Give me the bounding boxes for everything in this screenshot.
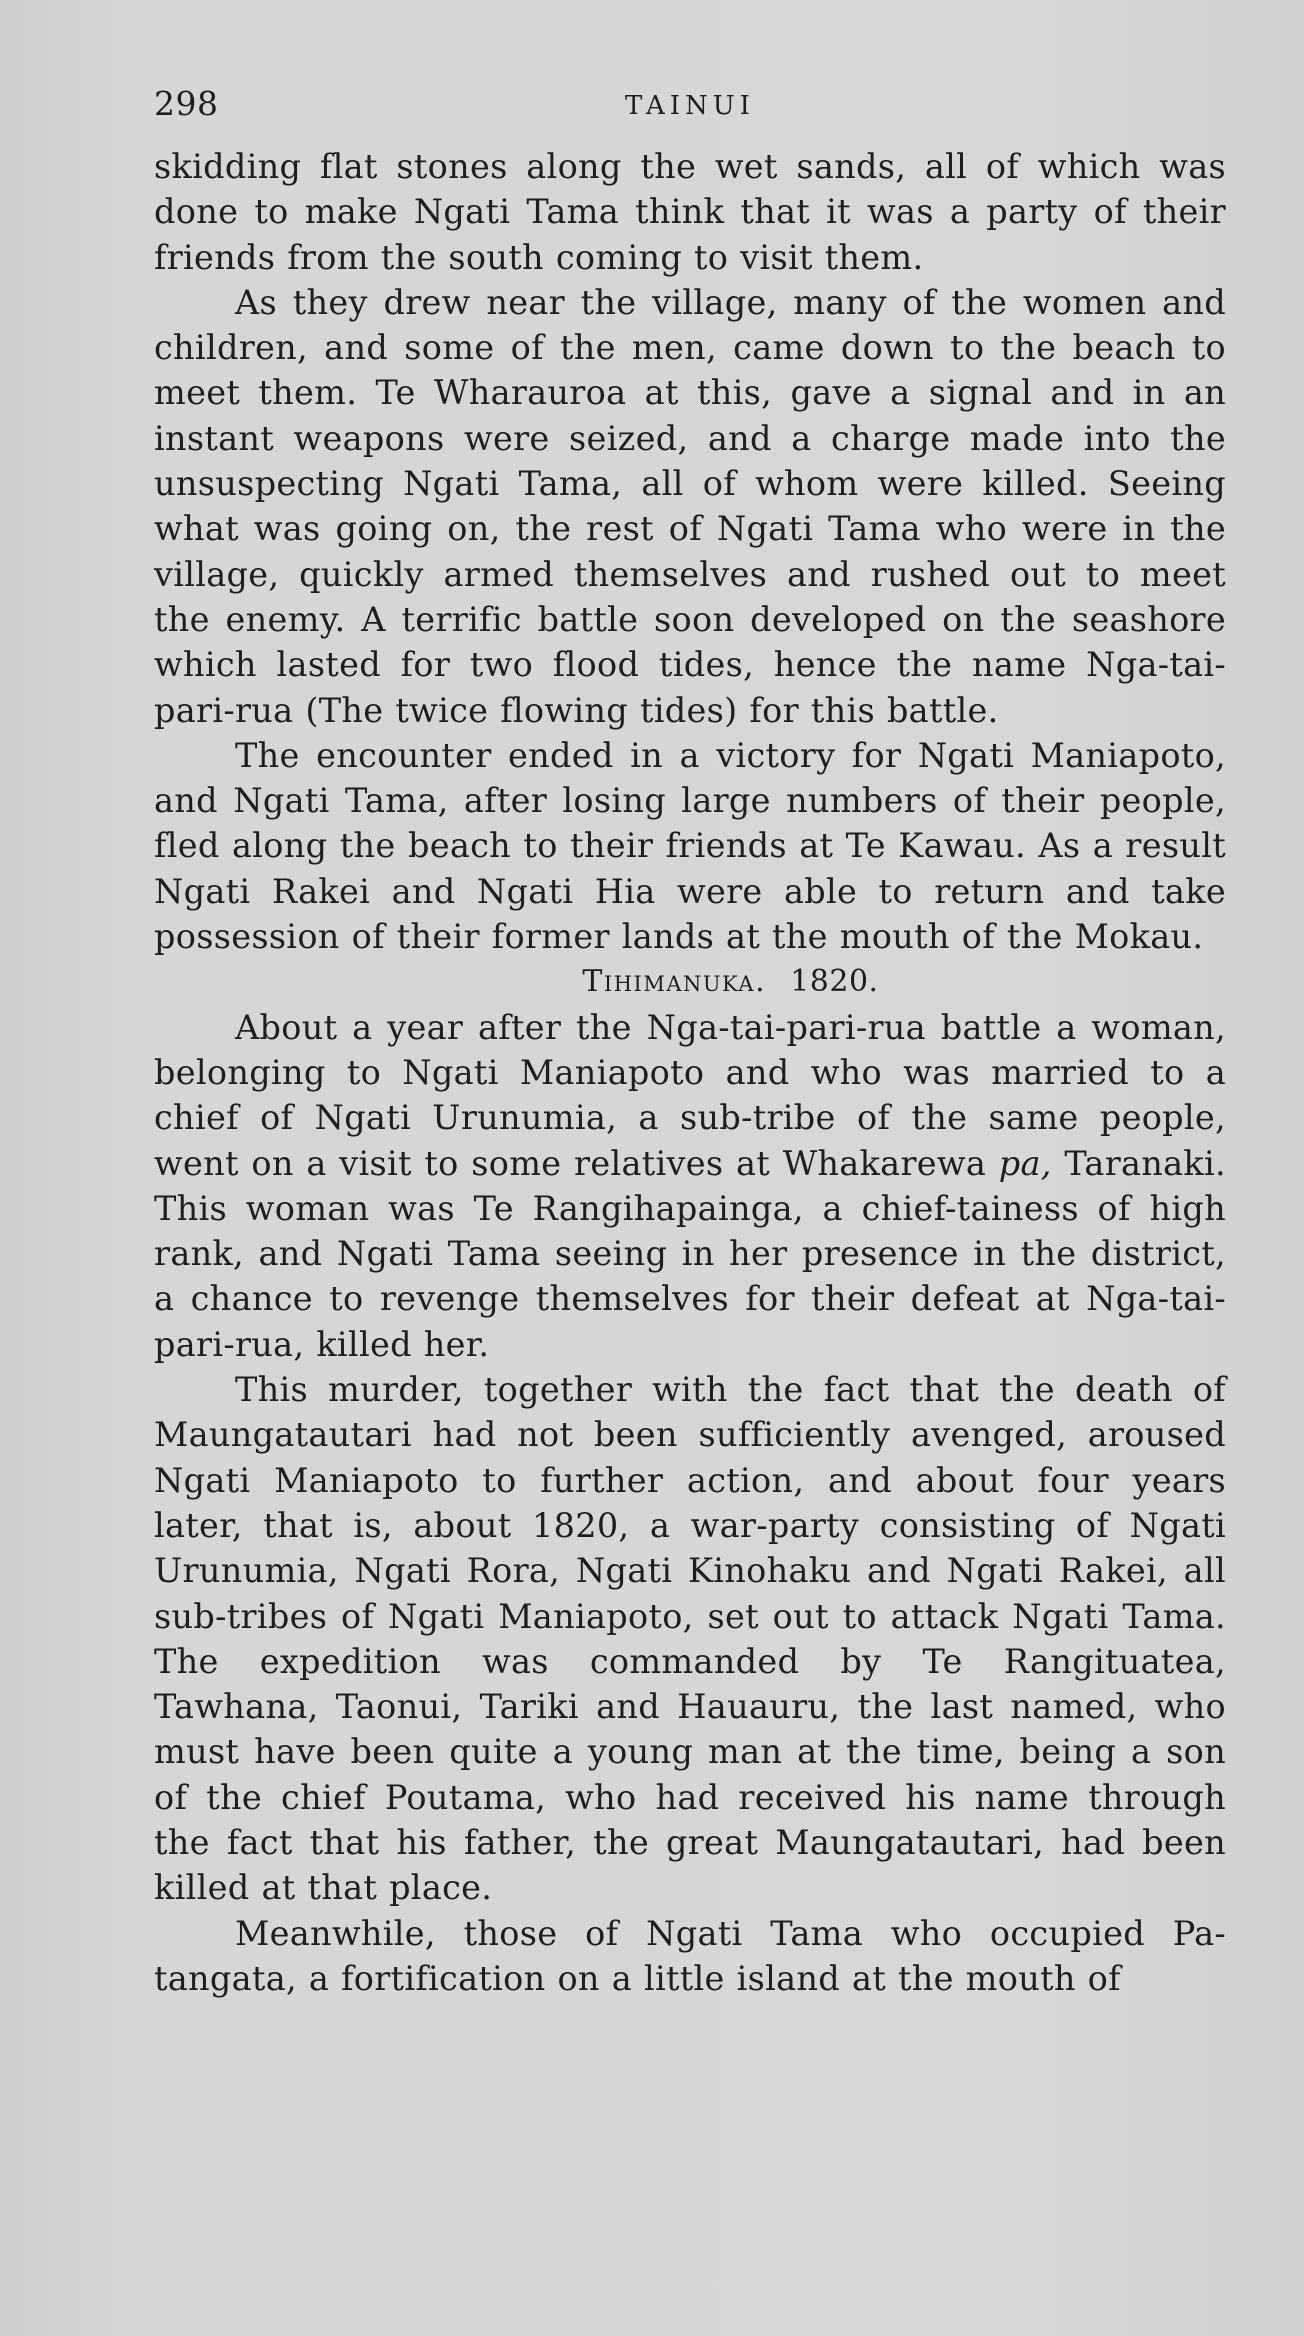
paragraph: The encounter ended in a victory for Ngati Maniapoto, and Ngati Tama, after losing large numbers of their people, fled along the beach to their friends at Te Kawau. As a result Ngati Rakei and Ngati Hia were able to return and take possession of their former lands at the mouth of the Mokau. — [154, 735, 1226, 957]
paragraph-continued: skidding flat stones along the wet sands, all of which was done to make Ngati Tama think that it was a party of their friends from the south coming to visit them. — [154, 147, 1226, 277]
paragraph — [154, 1005, 1226, 1367]
section-year: 1820. — [790, 964, 879, 1000]
section-heading — [154, 959, 1226, 1004]
page-header — [154, 84, 1226, 144]
running-title: TAINUI — [625, 91, 755, 121]
paragraph-text: Taranaki. This woman was Te Rangihapainga, a chief-tainess of high rank, and Ngati Tama seeing in her presence in the district, a chance to revenge themselves for their defeat at Nga-tai-pari-rua, killed her. — [154, 1143, 1226, 1364]
italic-term: pa, — [998, 1143, 1052, 1183]
paragraph: This murder, together with the fact that the death of Maungatautari had not been sufficiently avenged, aroused Ngati Maniapoto to further action, and about four years later, that is, about 1820, a war-party consisting of Ngati Urunumia, Ngati Rora, Ngati Kinohaku and Ngati Rakei, all sub-tribes of Ngati Maniapoto, set out to attack Ngati Tama. The expedition was commanded by Te Rangituatea, Tawhana, Taonui, Tariki and Hauauru, the last named, who must have been quite a young man at the time, being a son of the chief Poutama, who had received his name through the fact that his father, the great Maungatautari, had been killed at that place. — [154, 1370, 1226, 1908]
body-text — [154, 144, 1226, 2001]
book-page — [154, 84, 1226, 2001]
page-number: 298 — [154, 84, 219, 123]
paragraph: Meanwhile, those of Ngati Tama who occupied Pa-tangata, a fortification on a little island at the mouth of — [154, 1913, 1226, 1998]
paragraph-text: About a year after the Nga-tai-pari-rua battle a woman, belonging to Ngati Maniapoto and who was married to a chief of Ngati Urunumia, a sub-tribe of the same people, went on a visit to some relatives at Whakarewa — [154, 1007, 1226, 1183]
section-title: Tihimanuka. — [582, 964, 767, 1000]
paragraph: As they drew near the village, many of the women and children, and some of the men, came down to the beach to meet them. Te Wharauroa at this, gave a signal and in an instant weapons were seized, and a charge made into the unsuspecting Ngati Tama, all of whom were killed. Seeing what was going on, the rest of Ngati Tama who were in the village, quickly armed themselves and rushed out to meet the enemy. A terrific battle soon developed on the seashore which lasted for two flood tides, hence the name Nga-tai-pari-rua (The twice flowing tides) for this battle. — [154, 282, 1226, 730]
